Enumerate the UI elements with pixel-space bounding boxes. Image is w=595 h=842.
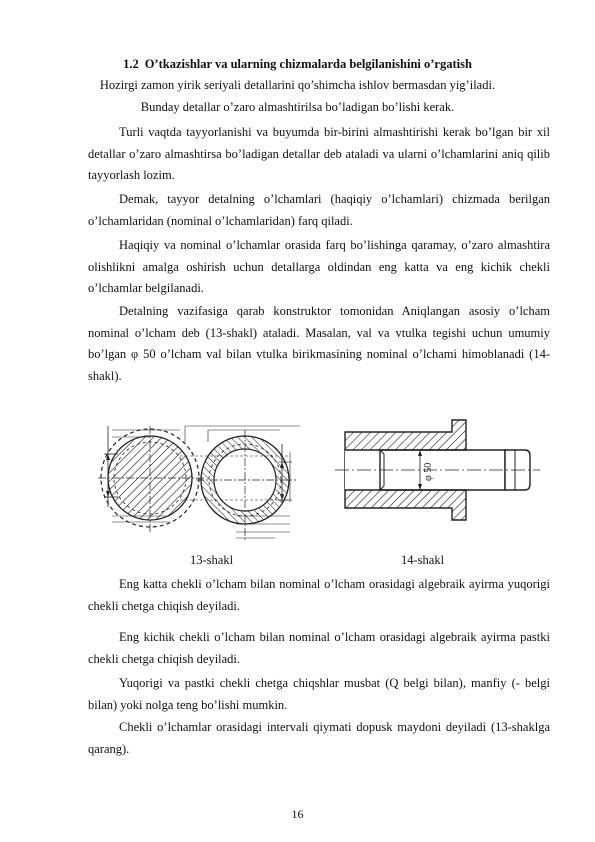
paragraph-7: Yuqorigi va pastki chekli chetga chiqshlar musbat (Q belgi bilan), manfiy (- belgi bilan) yoki nolga teng bo’lishi mumkin. [88,676,550,712]
paragraph-4: Detalning vazifasiga qarab konstruktor tomonidan Aniqlangan asosiy o’lcham nominal o’lcham deb (13-shakl) ataladi. Masalan, val va vtulka tegishi uchun umumiy bo’lgan φ 50 o’lcham val bilan vtulka birikmasining nominal o’lchami himoblanadi (14-shakl). [88,304,550,383]
figure-14-caption: 14-shakl [401,553,445,567]
figure-13-caption: 13-shakl [190,553,234,567]
technical-drawings [0,412,595,552]
intro-line-2: Bunday detallar o’zaro almashtirilsa bo’ladigan bo’lishi kerak. [140,100,455,114]
figure-14-drawing [335,420,540,520]
section-heading [0,57,595,72]
figure-14-dimension-label: φ 50 [423,462,434,481]
section-title: O’tkazishlar va ularning chizmalarda belgilanishini o’rgatish [144,57,472,71]
paragraph-2: Demak, tayyor detalning o’lchamlari (haqiqiy o’lchamlari) chizmada berilgan o’lchamlaridan (nominal o’lchamlaridan) farq qiladi. [88,192,550,228]
paragraph-6: Eng kichik chekli o’lcham bilan nominal o’lcham orasidagi algebraik ayirma pastki chekli chetga chiqish deyiladi. [88,630,550,666]
section-number: 1.2 [123,57,139,71]
paragraph-1: Turli vaqtda tayyorlanishi va buyumda bir-birini almashtirishi kerak bo’lgan bir xil detallar o’zaro almashtirsa bo’ladigan detallar deb ataladi va ularni o’lchamlarini aniq qilib tayyorlash lozim. [88,125,550,183]
paragraph-8: Chekli o’lchamlar orasidagi intervali qiymati dopusk maydoni deyiladi (13-shaklga qarang). [88,720,550,756]
paragraph-5: Eng katta chekli o’lcham bilan nominal o’lcham orasidagi algebraik ayirma yuqorigi chekli chetga chiqish deyiladi. [88,577,550,613]
figures-area [0,412,595,552]
page-number: 16 [291,807,304,821]
intro-line-1: Hozirgi zamon yirik seriyali detallarini qo’shimcha ishlov bermasdan yig’iladi. [99,78,496,92]
paragraph-3: Haqiqiy va nominal o’lchamlar orasida farq bo’lishinga qaramay, o’zaro almashtira olishlikni amalga oshirish uchun detallarga oldindan eng katta va eng kichik chekli o’lchamlar belgilanadi. [88,238,550,296]
figure-13-drawing [98,426,300,540]
